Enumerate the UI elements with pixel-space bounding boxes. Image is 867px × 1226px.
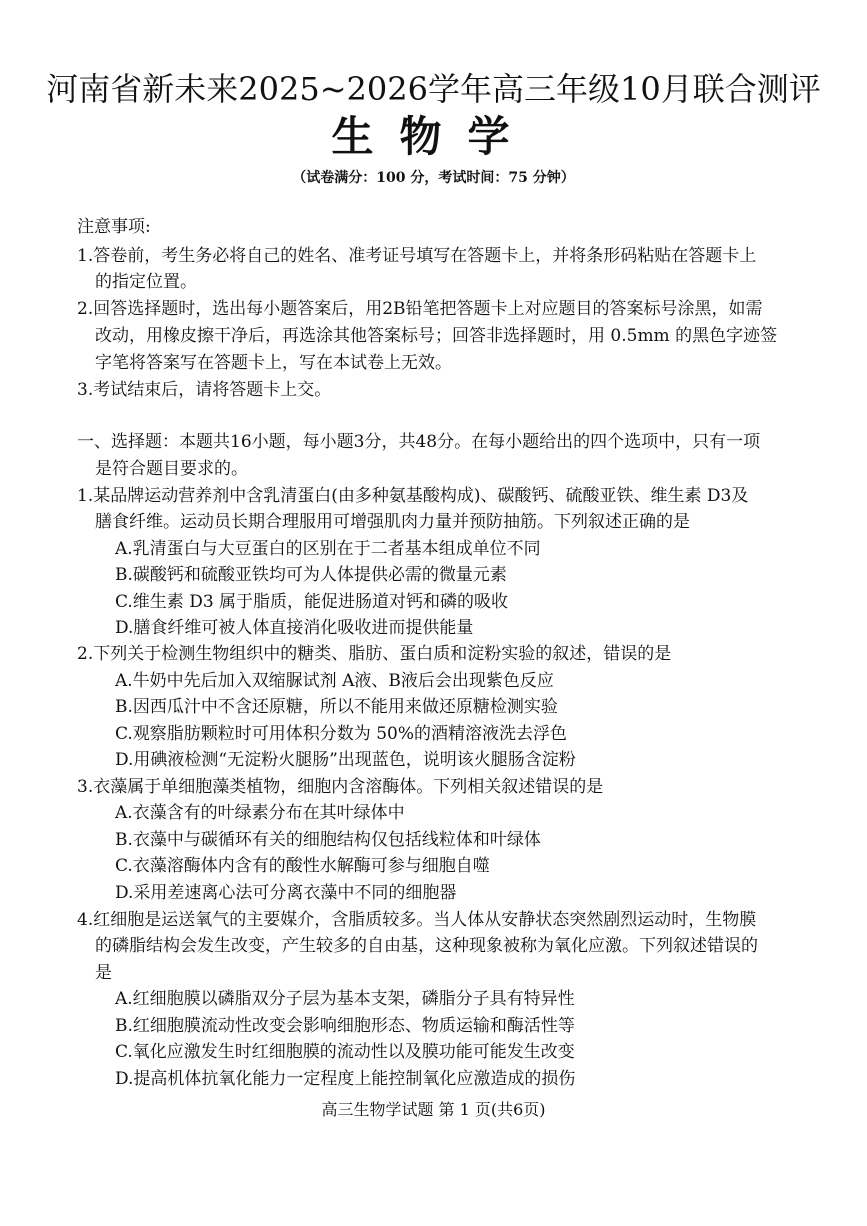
section-heading: 一、选择题：本题共16小题，每小题3分，共48分。在每小题给出的四个选项中，只有一项	[77, 432, 761, 452]
question-stem: 3.衣藻属于单细胞藻类植物，细胞内含溶酶体。下列相关叙述错误的是	[77, 777, 604, 797]
notice-item: 的指定位置。	[95, 272, 197, 292]
option-b: B.红细胞膜流动性改变会影响细胞形态、物质运输和酶活性等	[115, 1016, 575, 1036]
option-c: C.观察脂肪颗粒时可用体积分数为 50%的酒精溶液洗去浮色	[115, 724, 567, 744]
question-stem: 的磷脂结构会发生改变，产生较多的自由基，这种现象被称为氧化应激。下列叙述错误的	[95, 936, 758, 956]
option-d: D.提高机体抗氧化能力一定程度上能控制氧化应激造成的损伤	[115, 1069, 576, 1089]
option-c: C.衣藻溶酶体内含有的酸性水解酶可参与细胞自噬	[115, 856, 490, 876]
question-stem: 膳食纤维。运动员长期合理服用可增强肌肉力量并预防抽筋。下列叙述正确的是	[95, 512, 690, 532]
notice-item: 改动，用橡皮擦干净后，再选涂其他答案标号；回答非选择题时，用 0.5mm 的黑色字迹签	[95, 326, 778, 346]
option-a: A.乳清蛋白与大豆蛋白的区别在于二者基本组成单位不同	[115, 539, 541, 559]
option-b: B.因西瓜汁中不含还原糖，所以不能用来做还原糖检测实验	[115, 697, 558, 717]
option-b: B.碳酸钙和硫酸亚铁均可为人体提供必需的微量元素	[115, 565, 507, 585]
option-d: D.膳食纤维可被人体直接消化吸收进而提供能量	[115, 618, 474, 638]
question-stem: 2.下列关于检测生物组织中的糖类、脂肪、蛋白质和淀粉实验的叙述，错误的是	[77, 644, 672, 664]
section-heading-cont: 是符合题目要求的。	[95, 459, 248, 479]
option-b: B.衣藻中与碳循环有关的细胞结构仅包括线粒体和叶绿体	[115, 830, 541, 850]
notice-item: 1.答卷前，考生务必将自己的姓名、准考证号填写在答题卡上，并将条形码粘贴在答题卡上	[77, 246, 757, 266]
page-footer: 高三生物学试题 第 1 页(共6页)	[321, 1100, 546, 1119]
subject-title: 生物学	[331, 112, 536, 161]
option-c: C.氧化应激发生时红细胞膜的流动性以及膜功能可能发生改变	[115, 1042, 575, 1062]
notice-item: 2.回答选择题时，选出每小题答案后，用2B铅笔把答题卡上对应题目的答案标号涂黑，如需	[77, 299, 763, 319]
option-a: A.红细胞膜以磷脂双分子层为基本支架，磷脂分子具有特异性	[115, 989, 575, 1009]
notice-item: 3.考试结束后，请将答题卡上交。	[77, 380, 332, 400]
question-stem: 是	[95, 963, 112, 983]
question-stem: 1.某品牌运动营养剂中含乳清蛋白(由多种氨基酸构成)、碳酸钙、硫酸亚铁、维生素 D3及	[77, 486, 749, 506]
notice-heading: 注意事项:	[77, 217, 151, 237]
exam-meta: （试卷满分：100 分，考试时间：75 分钟）	[292, 170, 575, 186]
option-a: A.牛奶中先后加入双缩脲试剂 A液、B液后会出现紫色反应	[115, 671, 554, 691]
notice-item: 字笔将答案写在答题卡上，写在本试卷上无效。	[95, 353, 452, 373]
question-stem: 4.红细胞是运送氧气的主要媒介，含脂质较多。当人体从安静状态突然剧烈运动时，生物膜	[77, 910, 757, 930]
option-d: D.用碘液检测“无淀粉火腿肠”出现蓝色，说明该火腿肠含淀粉	[115, 750, 576, 770]
option-a: A.衣藻含有的叶绿素分布在其叶绿体中	[115, 803, 405, 823]
option-d: D.采用差速离心法可分离衣藻中不同的细胞器	[115, 883, 457, 903]
option-c: C.维生素 D3 属于脂质，能促进肠道对钙和磷的吸收	[115, 592, 509, 612]
exam-title: 河南省新未来2025~2026学年高三年级10月联合测评	[46, 70, 821, 108]
